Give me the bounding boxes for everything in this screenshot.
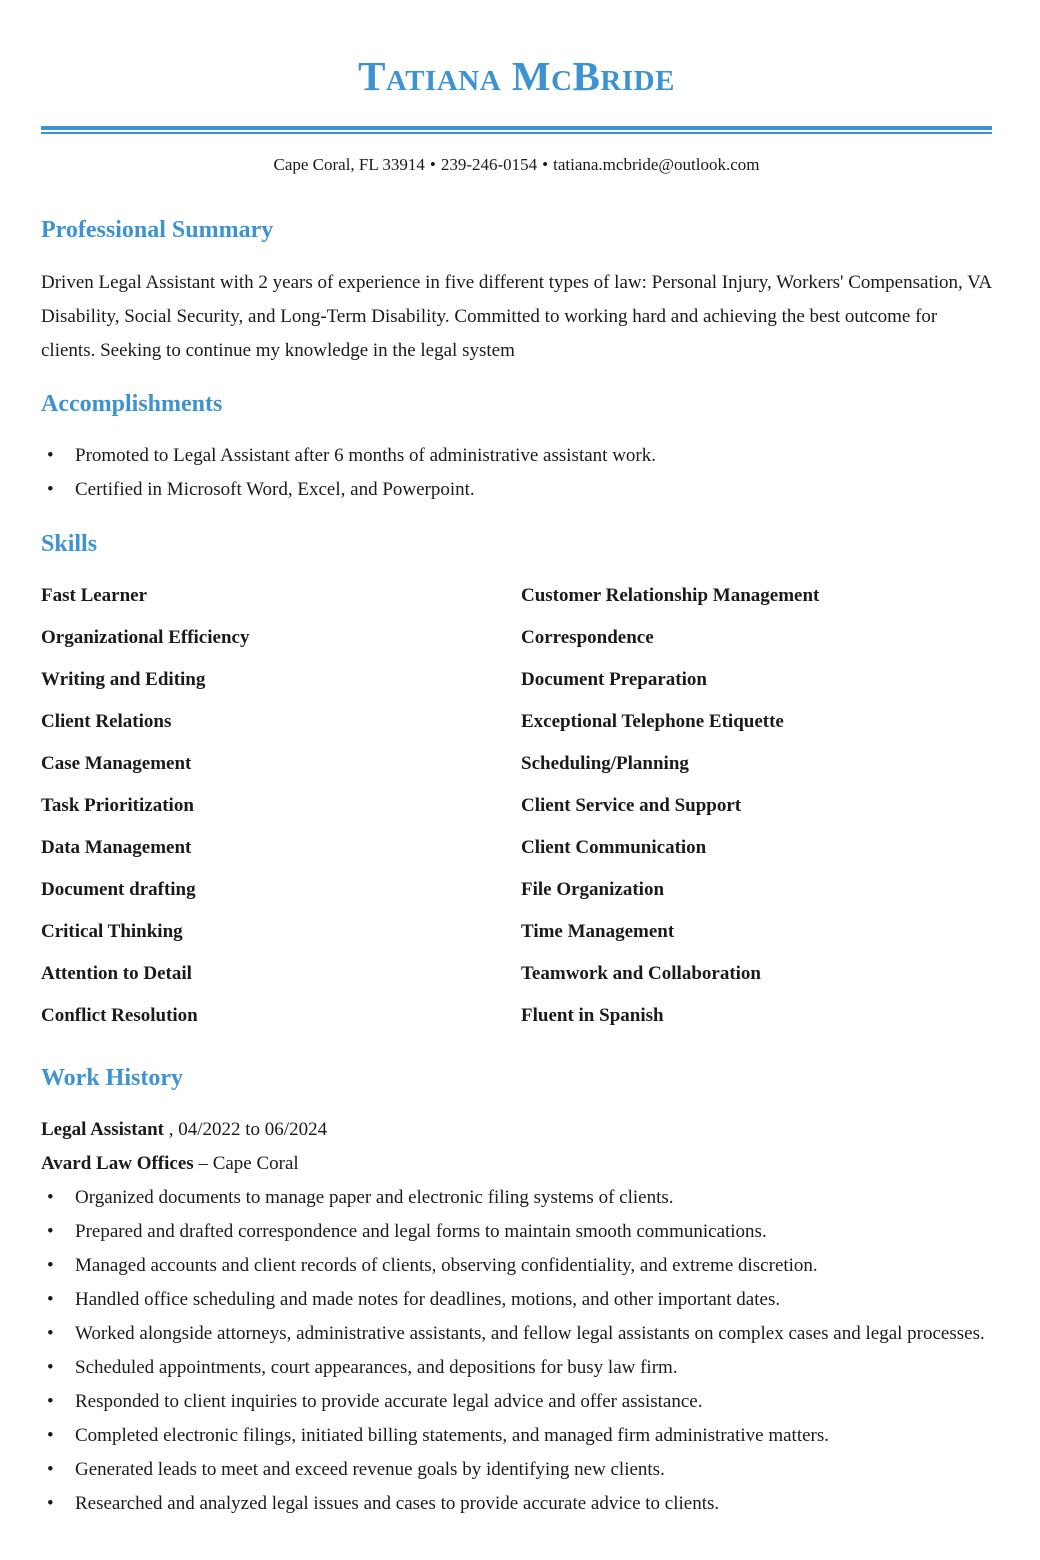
skill-item: Data Management [41, 837, 192, 858]
skill-item: Exceptional Telephone Etiquette [521, 711, 784, 732]
skill-item: Task Prioritization [41, 795, 194, 816]
header-divider-thick [41, 126, 992, 130]
section-heading-summary: Professional Summary [41, 217, 274, 243]
skill-item: Critical Thinking [41, 921, 183, 942]
job-duty-item: • Completed electronic filings, initiated billing statements, and managed firm administrative matters. [41, 1419, 992, 1453]
skill-item: Writing and Editing [41, 669, 206, 690]
job-duty-item: • Prepared and drafted correspondence and legal forms to maintain smooth communications. [41, 1215, 992, 1249]
contact-line [41, 154, 992, 176]
skill-item: Scheduling/Planning [521, 753, 689, 774]
job-duty-item: • Researched and analyzed legal issues and cases to provide accurate advice to clients. [41, 1487, 992, 1521]
skill-item: Organizational Efficiency [41, 627, 250, 648]
accomplishment-item: • Certified in Microsoft Word, Excel, and Powerpoint. [41, 473, 992, 507]
job-duty-item: • Worked alongside attorneys, administrative assistants, and fellow legal assistants on complex cases and legal processes. [41, 1317, 992, 1351]
accomplishments-list-wrapper [41, 439, 992, 507]
skill-item: Client Relations [41, 711, 172, 732]
job-duty-item: • Generated leads to meet and exceed revenue goals by identifying new clients. [41, 1453, 992, 1487]
job-duty-item: • Managed accounts and client records of clients, observing confidentiality, and extreme discretion. [41, 1249, 992, 1283]
contact-separator: • [429, 155, 436, 174]
job-duty-item: • Responded to client inquiries to provide accurate legal advice and offer assistance. [41, 1385, 992, 1419]
skill-item: Conflict Resolution [41, 1005, 198, 1026]
summary-text: Driven Legal Assistant with 2 years of experience in five different types of law: Personal Injury, Workers' Compensation, VA Disability, Social Security, and Long-Term Disability. Committed to working hard and achieving the best outcome for clients. Seeking to continue my knowledge in the legal system [41, 272, 992, 361]
skill-item: Client Service and Support [521, 795, 742, 816]
skill-item: Correspondence [521, 627, 654, 648]
job-title-line [41, 1113, 327, 1147]
skill-item: Fluent in Spanish [521, 1005, 664, 1026]
header-divider-thin [41, 132, 992, 134]
skill-item: Attention to Detail [41, 963, 192, 984]
skill-item: Document Preparation [521, 669, 707, 690]
job-company-line [41, 1147, 299, 1181]
job-duties-list [41, 1181, 992, 1521]
skill-item: File Organization [521, 879, 665, 900]
contact-separator: • [542, 155, 549, 174]
skill-item: Case Management [41, 753, 192, 774]
job-duty-item: • Handled office scheduling and made notes for deadlines, motions, and other important dates. [41, 1283, 992, 1317]
candidate-name: Tatiana McBride [358, 53, 675, 99]
job-dates: , 04/2022 to 06/2024 [164, 1119, 328, 1140]
skill-item: Client Communication [521, 837, 707, 858]
section-heading-work-history: Work History [41, 1065, 183, 1091]
job-duty-item: • Scheduled appointments, court appearances, and depositions for busy law firm. [41, 1351, 992, 1385]
skill-item: Document drafting [41, 879, 196, 900]
job-duty-item: • Organized documents to manage paper and electronic filing systems of clients. [41, 1181, 992, 1215]
job-location: – Cape Coral [193, 1153, 299, 1174]
contact-phone: 239-246-0154 [440, 155, 538, 174]
job-company: Avard Law Offices [41, 1153, 194, 1174]
skill-item: Customer Relationship Management [521, 585, 820, 606]
skill-item: Time Management [521, 921, 675, 942]
contact-location: Cape Coral, FL 33914 [273, 155, 425, 174]
job-duties-wrapper [41, 1181, 992, 1521]
skill-item: Teamwork and Collaboration [521, 963, 761, 984]
contact-email: tatiana.mcbride@outlook.com [553, 155, 760, 174]
section-heading-accomplishments: Accomplishments [41, 391, 223, 417]
accomplishments-list [41, 439, 992, 507]
accomplishment-item: • Promoted to Legal Assistant after 6 months of administrative assistant work. [41, 439, 992, 473]
skill-item: Fast Learner [41, 585, 148, 606]
section-heading-skills: Skills [41, 531, 98, 557]
skills-grid [41, 579, 992, 1041]
job-title: Legal Assistant [41, 1119, 164, 1140]
